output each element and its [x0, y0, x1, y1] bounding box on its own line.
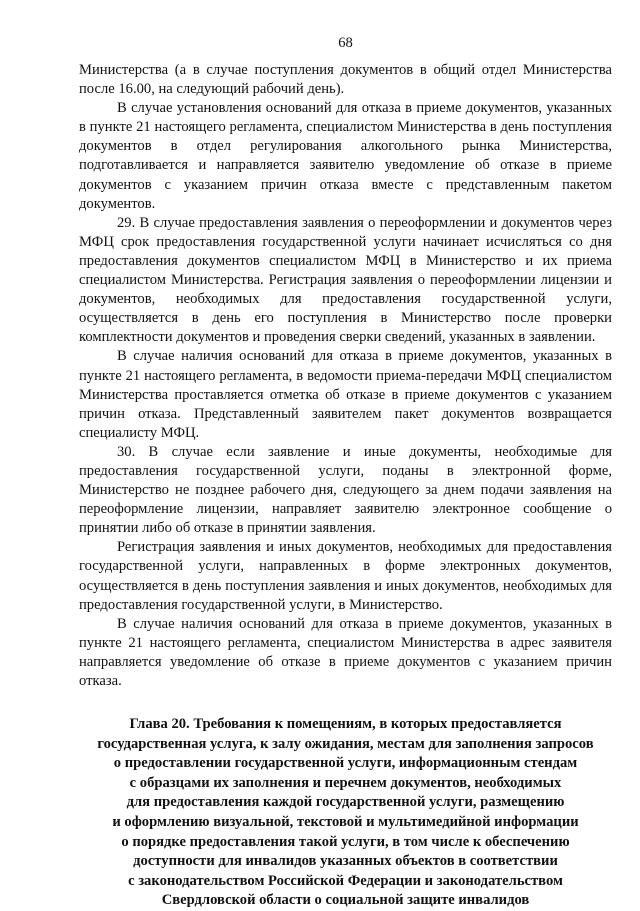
chapter-heading-line: с образцами их заполнения и перечнем документов, необходимых [129, 774, 562, 791]
paragraph-item-29: 29. В случае предоставления заявления о переоформлении и документов через МФЦ срок предоставления государственной услуги начинает исчисляться со дня предоставления документов специалистом МФЦ в Министерство и их приема специалистом Министерства. Регистрация заявления о переоформлении лицензии и документов, необходимых для предоставления государственной услуги, осуществляется в день его поступления в Министерство после проверки комплектности документов и проведения сверки сведений, указанных в заявлении. [79, 214, 612, 346]
document-page [79, 34, 612, 911]
paragraph-item-30: 30. В случае если заявление и иные документы, необходимые для предоставления государственной услуги, поданы в электронной форме, Министерство не позднее рабочего дня, следующего за днем подачи заявления на переоформление лицензии, направляет заявителю электронное сообщение о принятии либо об отказе в принятии заявления. [79, 443, 612, 537]
chapter-heading-line: доступности для инвалидов указанных объектов в соответствии [133, 853, 558, 870]
paragraph-electronic-refusal: В случае наличия оснований для отказа в приеме документов, указанных в пункте 21 настоящего регламента, специалистом Министерства в адрес заявителя направляется уведомление об отказе в приеме документов с указанием причин отказа. [79, 615, 612, 689]
chapter-heading-line: для предоставления каждой государственной услуги, размещению [126, 794, 565, 811]
paragraph-electronic-registration: Регистрация заявления и иных документов, необходимых для предоставления государственной услуги, направленных в форме электронных документов, осуществляется в день поступления заявления и иных документов, необходимых для предоставления государственной услуги, в Министерство. [79, 539, 612, 613]
chapter-heading-line: Глава 20. Требования к помещениям, в которых предоставляется [129, 716, 562, 733]
chapter-heading [79, 715, 612, 911]
chapter-heading-line: с законодательством Российской Федерации и законодательством [128, 872, 563, 889]
paragraph-refusal-notice: В случае установления оснований для отказа в приеме документов, указанных в пункте 21 настоящего регламента, специалистом Министерства в день поступления документов в отдел регулирования алкогольного рынка Министерства, подготавливается и направляется заявителю уведомление об отказе в приеме документов с указанием причин отказа вместе с представленным пакетом документов. [79, 100, 612, 212]
chapter-heading-line: Свердловской области о социальной защите инвалидов [161, 892, 530, 909]
chapter-heading-line: и оформлению визуальной, текстовой и мультимедийной информации [112, 814, 579, 831]
paragraph-continuation: Министерства (а в случае поступления документов в общий отдел Министерства после 16.00, на следующий рабочий день). [79, 62, 612, 98]
chapter-heading-line: государственная услуга, к залу ожидания, местам для заполнения запросов [97, 735, 594, 752]
chapter-heading-line: о порядке предоставления такой услуги, в том числе к обеспечению [121, 833, 570, 850]
page-number: 68 [338, 35, 353, 51]
chapter-heading-line: о предоставлении государственной услуги, информационным стендам [113, 755, 578, 772]
paragraph-mfc-refusal: В случае наличия оснований для отказа в приеме документов, указанных в пункте 21 настоящего регламента, в ведомости приема-передачи МФЦ специалистом Министерства проставляется отметка об отказе в приеме документов с указанием причин отказа. Представленный заявителем пакет документов возвращается специалисту МФЦ. [79, 348, 612, 441]
